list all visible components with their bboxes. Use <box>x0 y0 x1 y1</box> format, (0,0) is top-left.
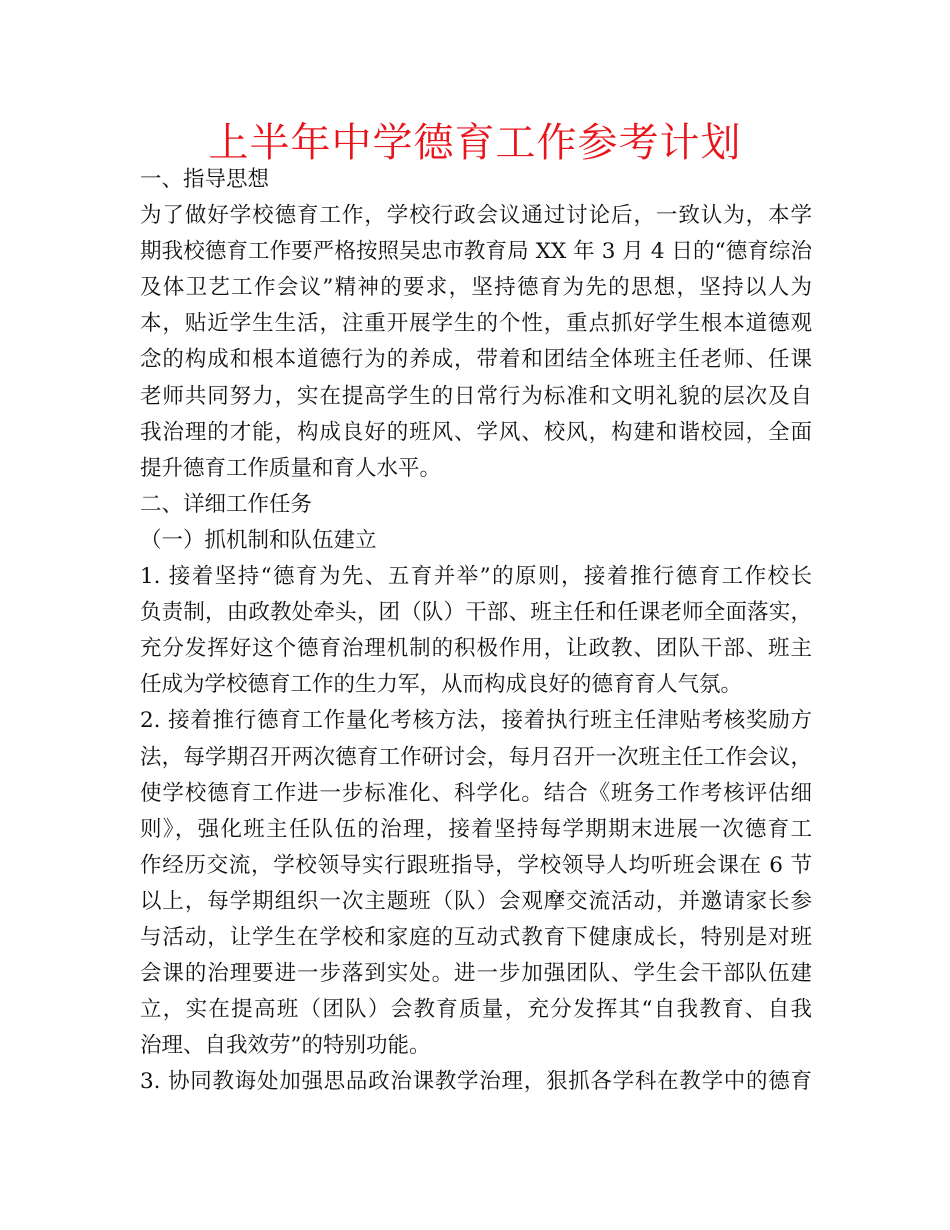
text-line: 本，贴近学生生活，注重开展学生的个性，重点抓好学生根本道德观 <box>140 311 812 337</box>
text-line: 任成为学校德育工作的生力军，从而构成良好的德育育人气氛。 <box>140 672 743 698</box>
text-line: 二、详细工作任务 <box>140 491 313 517</box>
document-body <box>140 162 812 1100</box>
text-line: 充分发挥好这个德育治理机制的积极作用，让政教、团队干部、班主 <box>140 636 812 662</box>
text-line: 3. 协同教诲处加强思品政治课教学治理，狠抓各学科在教学中的德育 <box>140 1069 812 1095</box>
text-line: 使学校德育工作进一步标准化、科学化。结合《班务工作考核评估细 <box>140 780 812 806</box>
text-line: 会课的治理要进一步落到实处。进一步加强团队、学生会干部队伍建 <box>140 961 812 987</box>
text-line: 2. 接着推行德育工作量化考核方法，接着执行班主任津贴考核奖励方 <box>140 708 812 734</box>
text-line: 作经历交流，学校领导实行跟班指导，学校领导人均听班会课在 6 节 <box>140 852 812 878</box>
text-line: 治理、自我效劳”的特别功能。 <box>140 1033 431 1059</box>
text-line: 立，实在提高班（团队）会教育质量，充分发挥其“自我教育、自我 <box>140 997 812 1023</box>
text-line: 法，每学期召开两次德育工作研讨会，每月召开一次班主任工作会议， <box>140 744 812 770</box>
text-line: 则》，强化班主任队伍的治理，接着坚持每学期期末进展一次德育工 <box>140 816 812 842</box>
text-line: 及体卫艺工作会议”精神的要求，坚持德育为先的思想，坚持以人为 <box>140 275 812 301</box>
text-line: 为了做好学校德育工作，学校行政会议通过讨论后，一致认为，本学 <box>140 203 812 229</box>
text-line: 提升德育工作质量和育人水平。 <box>140 455 442 481</box>
document-title: 上半年中学德育工作参考计划 <box>208 120 742 166</box>
text-line: 老师共同努力，实在提高学生的日常行为标准和文明礼貌的层次及自 <box>140 383 812 409</box>
text-line: 与活动，让学生在学校和家庭的互动式教育下健康成长，特别是对班 <box>140 924 812 950</box>
text-line: 以上，每学期组织一次主题班（队）会观摩交流活动，并邀请家长参 <box>140 888 812 914</box>
text-line: 负责制，由政教处牵头，团（队）干部、班主任和任课老师全面落实， <box>140 600 812 626</box>
text-line: （一）抓机制和队伍建立 <box>140 527 377 553</box>
text-line: 1. 接着坚持“德育为先、五育并举”的原则，接着推行德育工作校长 <box>140 564 812 590</box>
text-line: 一、指导思想 <box>140 167 270 192</box>
text-line: 念的构成和根本道德行为的养成，带着和团结全体班主任老师、任课 <box>140 347 812 373</box>
text-line: 期我校德育工作要严格按照吴忠市教育局 XX 年 3 月 4 日的“德育综治 <box>140 239 812 265</box>
text-line: 我治理的才能，构成良好的班风、学风、校风，构建和谐校园，全面 <box>140 419 812 445</box>
